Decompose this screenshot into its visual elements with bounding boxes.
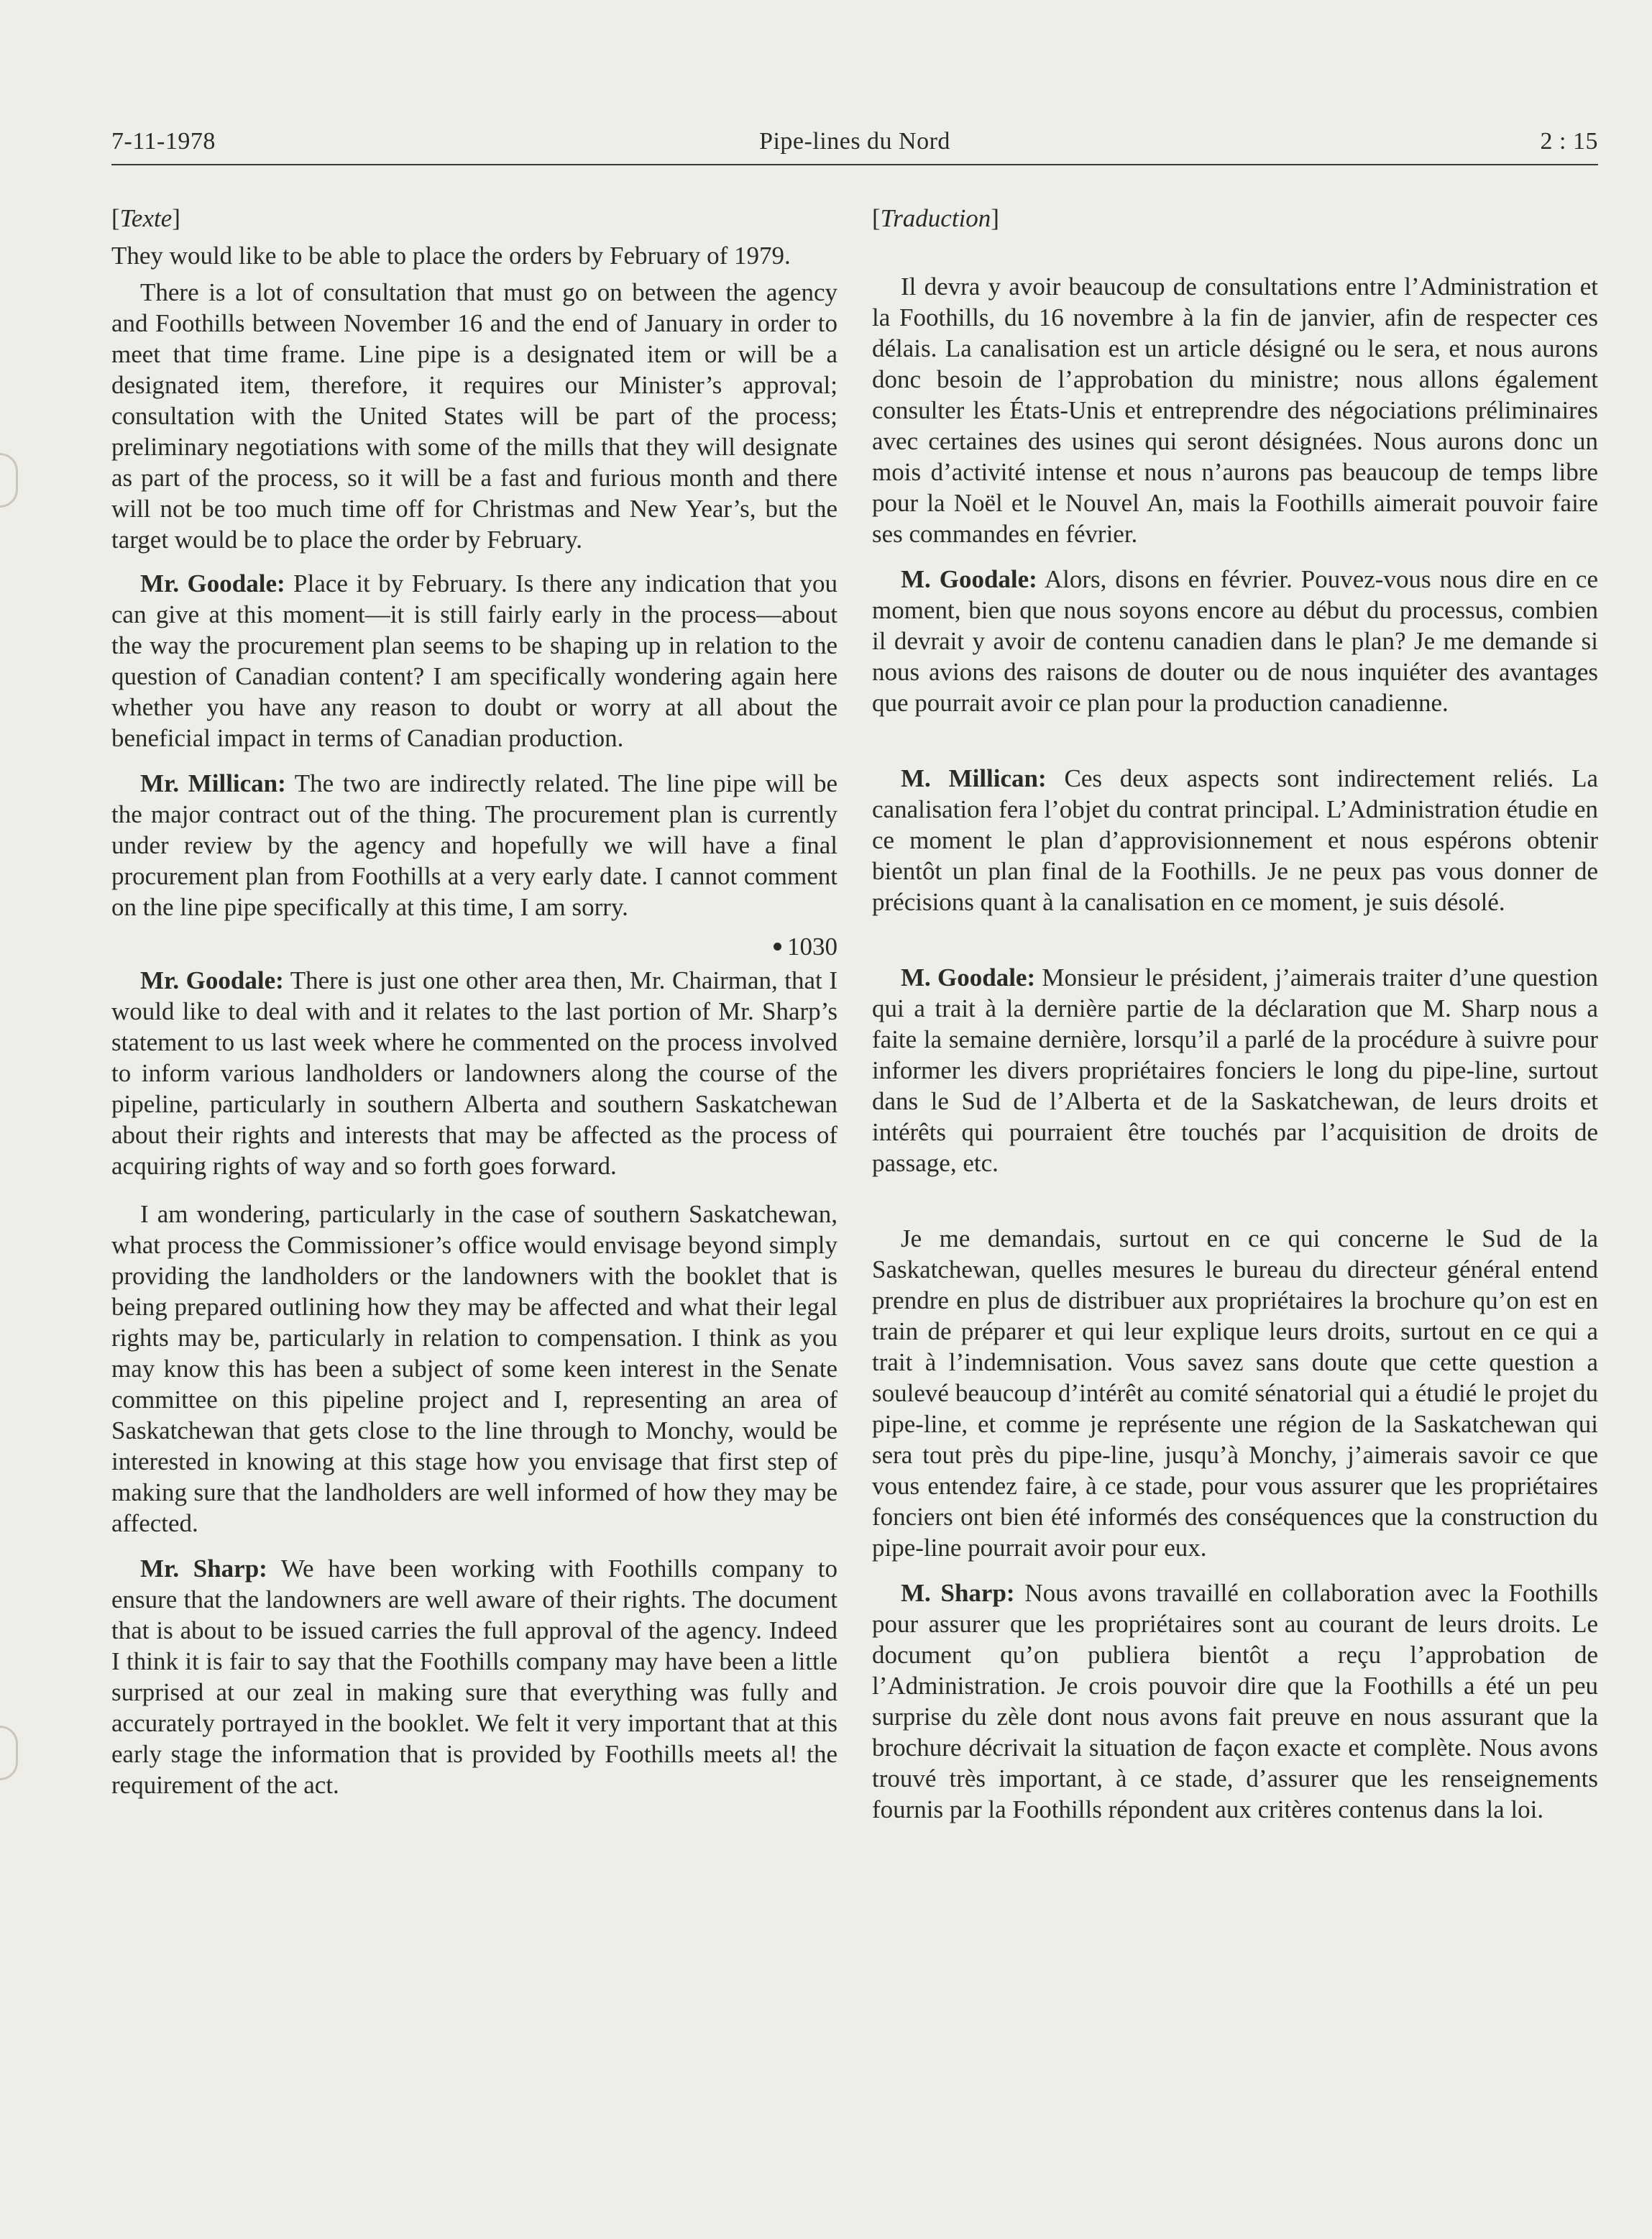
header-page-number: 2 : 15	[1540, 128, 1598, 155]
paragraph: Il devra y avoir beaucoup de consultations entre l’Administration et la Foothills, du 16 novembre à la fin de janvier, afin de respecter ces délais. La canalisation est un article désigné ou le sera, et nous aurons donc besoin de l’approbation du ministre; nous allons également consulter les États-Unis et entreprendre des négociations préliminaires avec certaines des usines qui seront désignées. Nous aurons donc un mois d’activité intense et nous n’aurons pas beaucoup de temps libre pour la Noël et le Nouvel An, mais la Foothills aimerait pouvoir faire ses commandes en février.	[872, 273, 1598, 548]
paragraph-goodale: Mr. Goodale: Place it by February. Is there any indication that you can give at this moment—it is still fairly early in the process—about the way the procurement plan seems to be shaping up in relation to the question of Canadian content? I am specifically wondering again here whether you have any reason to doubt or worry at all about the beneficial impact in terms of Canadian production.	[111, 569, 838, 752]
paragraph-goodale: M. Goodale: Alors, disons en février. Pouvez-vous nous dire en ce moment, bien que nous soyons encore au début du processus, combien il devrait y avoir de contenu canadien dans le plan? Je me demande si nous avions des raisons de douter ou de nous inquiéter des avantages que pourrait avoir ce plan pour la production canadienne.	[872, 565, 1599, 717]
paragraph-millican: Mr. Millican: The two are indirectly related. The line pipe will be the major contract out of the thing. The procurement plan is currently under review by the agency and hopefully we will have a final procurement plan from Foothills at a very early date. I cannot comment on the line pipe specifically at this time, I am sorry.	[111, 769, 838, 921]
binding-hole-top	[0, 453, 18, 508]
header-date: 7-11-1978	[111, 128, 216, 155]
paragraph-sharp: M. Sharp: Nous avons travaillé en collaboration avec la Foothills pour assurer que les propriétaires sont au courant de leurs droits. Le document qu’on publiera bientôt a reçu l’approbation de l’Administration. Je crois pouvoir dire que la Foothills a été un peu surprise du zèle dont nous avons fait preuve en nous assurant que la brochure décrivait la situation de façon exacte et complète. Nous avons trouvé très important, à ce stade, d’assurer que les renseignements fournis par la Foothills répondent aux critères contenus dans la loi.	[872, 1579, 1599, 1823]
time-marker: 1030	[111, 931, 838, 962]
french-column	[872, 203, 1598, 1825]
header-title: Pipe-lines du Nord	[759, 128, 950, 155]
section-label-traduction: [Traduction]	[872, 204, 999, 232]
paragraph: There is a lot of consultation that must go on between the agency and Foothills between November 16 and the end of January in order to meet that time frame. Line pipe is a designated item or will be a designated item, therefore, it requires our Minister’s approval; consultation with the United States will be part of the process; preliminary negotiations with some of the mills that they will designate as part of the process, so it will be a fast and furious month and there will not be too much time off for Christmas and New Year’s, but the target would be to place the order by February.	[111, 278, 838, 554]
section-label-texte: [Texte]	[111, 204, 180, 232]
paragraph-goodale: Mr. Goodale: There is just one other area then, Mr. Chairman, that I would like to deal with and it relates to the last portion of Mr. Sharp’s statement to us last week where he commented on the process involved to inform various landholders or landowners along the course of the pipeline, particularly in southern Alberta and southern Saskatchewan about their rights and interests that may be affected as the process of acquiring rights of way and so forth goes forward.	[111, 966, 838, 1180]
paragraph-sharp: Mr. Sharp: We have been working with Foothills company to ensure that the landowners are well aware of their rights. The document that is about to be issued carries the full approval of the agency. Indeed I think it is fair to say that the Foothills company may have been a little surprised at our zeal in making sure that everything was fully and accurately portrayed in the booklet. We felt it very important that at this early stage the information that is provided by Foothills meets al! the requirement of the act.	[111, 1555, 838, 1799]
paragraph: I am wondering, particularly in the case of southern Saskatchewan, what process the Commissioner’s office would envisage beyond simply providing the landholders or the landowners with the booklet that is being prepared outlining how they may be affected and what their legal rights may be, particularly in relation to compensation. I think as you may know this has been a subject of some keen interest in the Senate committee on this pipeline project and I, representing an area of Saskatchewan that gets close to the line through to Monchy, would be interested in knowing at this stage how you envisage that first step of making sure that the landholders are well informed of how they may be affected.	[111, 1200, 838, 1537]
english-column	[111, 203, 838, 1800]
paragraph: Je me demandais, surtout en ce qui concerne le Sud de la Saskatchewan, quelles mesures le bureau du directeur général entend prendre en plus de distribuer aux propriétaires la brochure qu’on est en train de préparer et qui leur explique leurs droits, surtout en ce qui a trait à l’indemnisation. Vous savez sans doute que cette question a soulevé beaucoup d’intérêt au comité sénatorial qui a étudié le projet du pipe-line, et comme je représente une région de la Saskatchewan qui sera tout près du pipe-line, jusqu’à Monchy, j’aimerais savoir ce que vous entendez faire, à ce stade, pour vous assurer que les propriétaires fonciers ont bien été informés des conséquences que la construction du pipe-line pourrait avoir pour eux.	[872, 1224, 1598, 1562]
paragraph-millican: M. Millican: Ces deux aspects sont indirectement reliés. La canalisation fera l’objet du contrat principal. L’Administration étudie en ce moment le plan d’approvisionnement et nous espérons obtenir bientôt un plan final de la Foothills. Je ne peux pas vous donner de précisions quant à la canalisation en ce moment, je suis désolé.	[872, 764, 1599, 916]
paragraph: They would like to be able to place the orders by February of 1979.	[111, 242, 791, 270]
binding-hole-bottom	[0, 1726, 18, 1780]
page-header	[111, 124, 1598, 165]
paragraph-goodale: M. Goodale: Monsieur le président, j’aimerais traiter d’une question qui a trait à la dernière partie de la déclaration que M. Sharp nous a faite la semaine dernière, lorsqu’il a parlé de la procédure à suivre pour informer les divers propriétaires fonciers le long du pipe-line, surtout dans le Sud de l’Alberta et de la Saskatchewan, de leurs droits et intérêts qui pourraient être touchés par l’acquisition de droits de passage, etc.	[872, 963, 1598, 1177]
bullet-icon	[774, 943, 781, 951]
